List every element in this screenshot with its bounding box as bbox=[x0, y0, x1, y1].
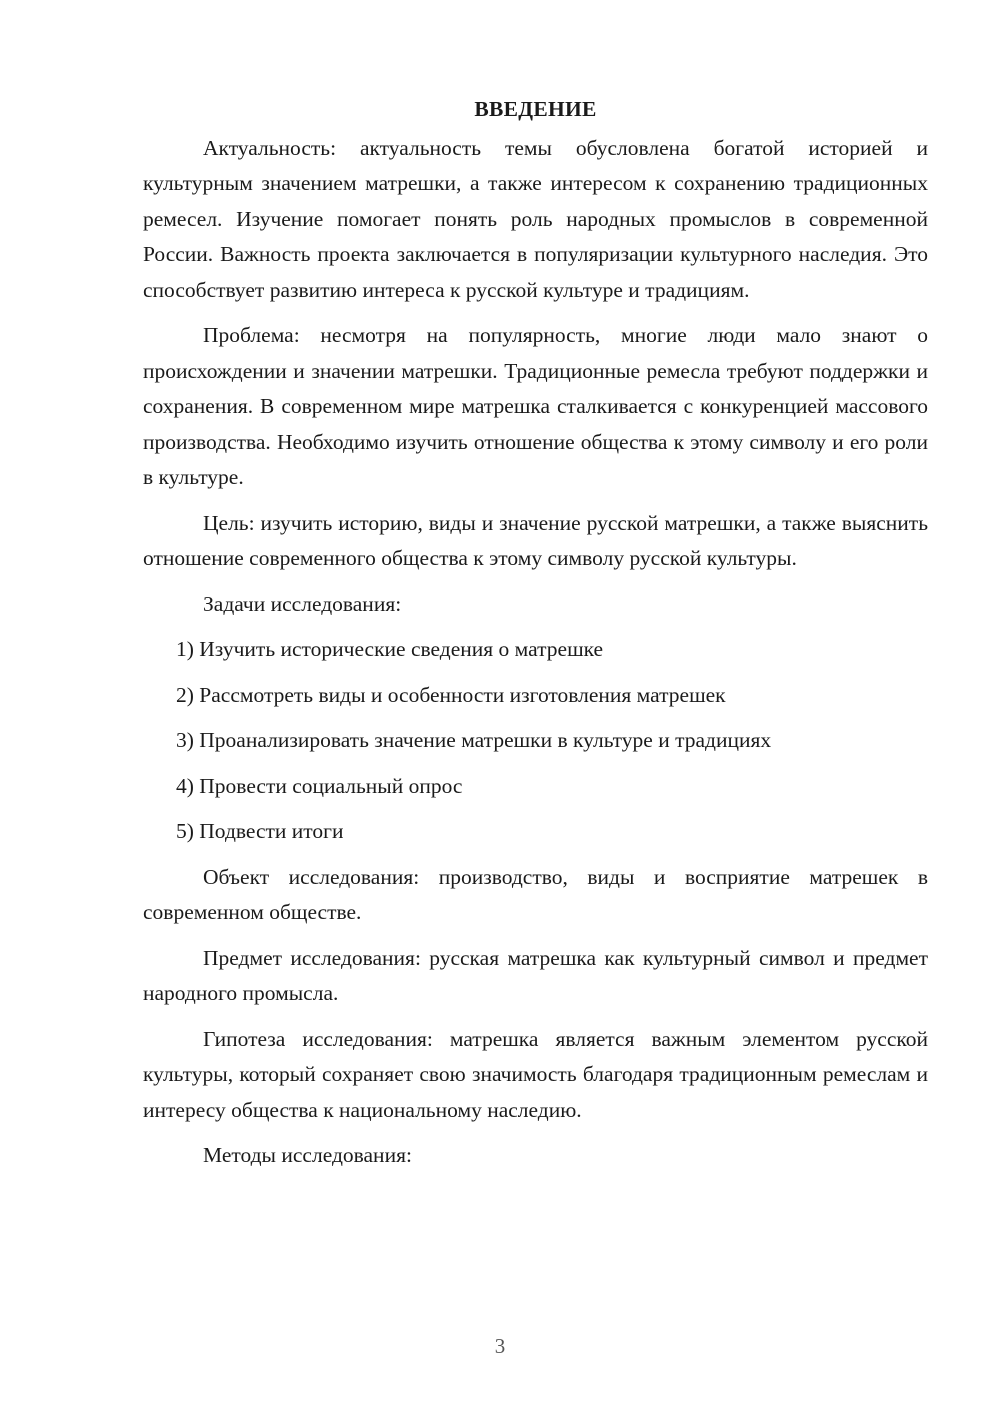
goal-paragraph: Цель: изучить историю, виды и значение русской матрешки, а также выяснить отношение современного общества к этому символу русской культуры. bbox=[143, 510, 928, 570]
relevance-paragraph: Актуальность: актуальность темы обусловлена богатой историей и культурным значением матрешки, а также интересом к сохранению традиционных ремесел. Изучение помогает понять роль народных промыслов в современной России. Важность проекта заключается в популяризации культурного наследия. Это способствует развитию интереса к русской культуре и традициям. bbox=[143, 135, 928, 302]
task-item: 4) Провести социальный опрос bbox=[176, 773, 463, 798]
task-item: 1) Изучить исторические сведения о матрешке bbox=[176, 637, 604, 661]
page-number: 3 bbox=[494, 1334, 506, 1358]
hypothesis-paragraph: Гипотеза исследования: матрешка является важным элементом русской культуры, который сохраняет свою значимость благодаря традиционным ремеслам и интересу общества к национальному наследию. bbox=[143, 1026, 928, 1122]
tasks-list bbox=[143, 632, 928, 850]
methods-heading: Методы исследования: bbox=[203, 1143, 412, 1167]
page-content bbox=[143, 92, 928, 1184]
tasks-heading: Задачи исследования: bbox=[203, 591, 402, 616]
task-item: 2) Рассмотреть виды и особенности изготовления матрешек bbox=[176, 682, 726, 707]
object-paragraph: Объект исследования: производство, виды и восприятие матрешек в современном обществе. bbox=[143, 864, 928, 924]
task-item: 5) Подвести итоги bbox=[176, 819, 344, 843]
task-item: 3) Проанализировать значение матрешки в культуре и традициях bbox=[176, 728, 772, 752]
problem-paragraph: Проблема: несмотря на популярность, многие люди мало знают о происхождении и значении матрешки. Традиционные ремесла требуют поддержки и сохранения. В современном мире матрешка сталкивается с конкуренцией массового производства. Необходимо изучить отношение общества к этому символу и его роли в культуре. bbox=[143, 323, 928, 489]
subject-paragraph: Предмет исследования: русская матрешка как культурный символ и предмет народного промысла. bbox=[143, 945, 928, 1005]
page-title: ВВЕДЕНИЕ bbox=[474, 97, 597, 121]
